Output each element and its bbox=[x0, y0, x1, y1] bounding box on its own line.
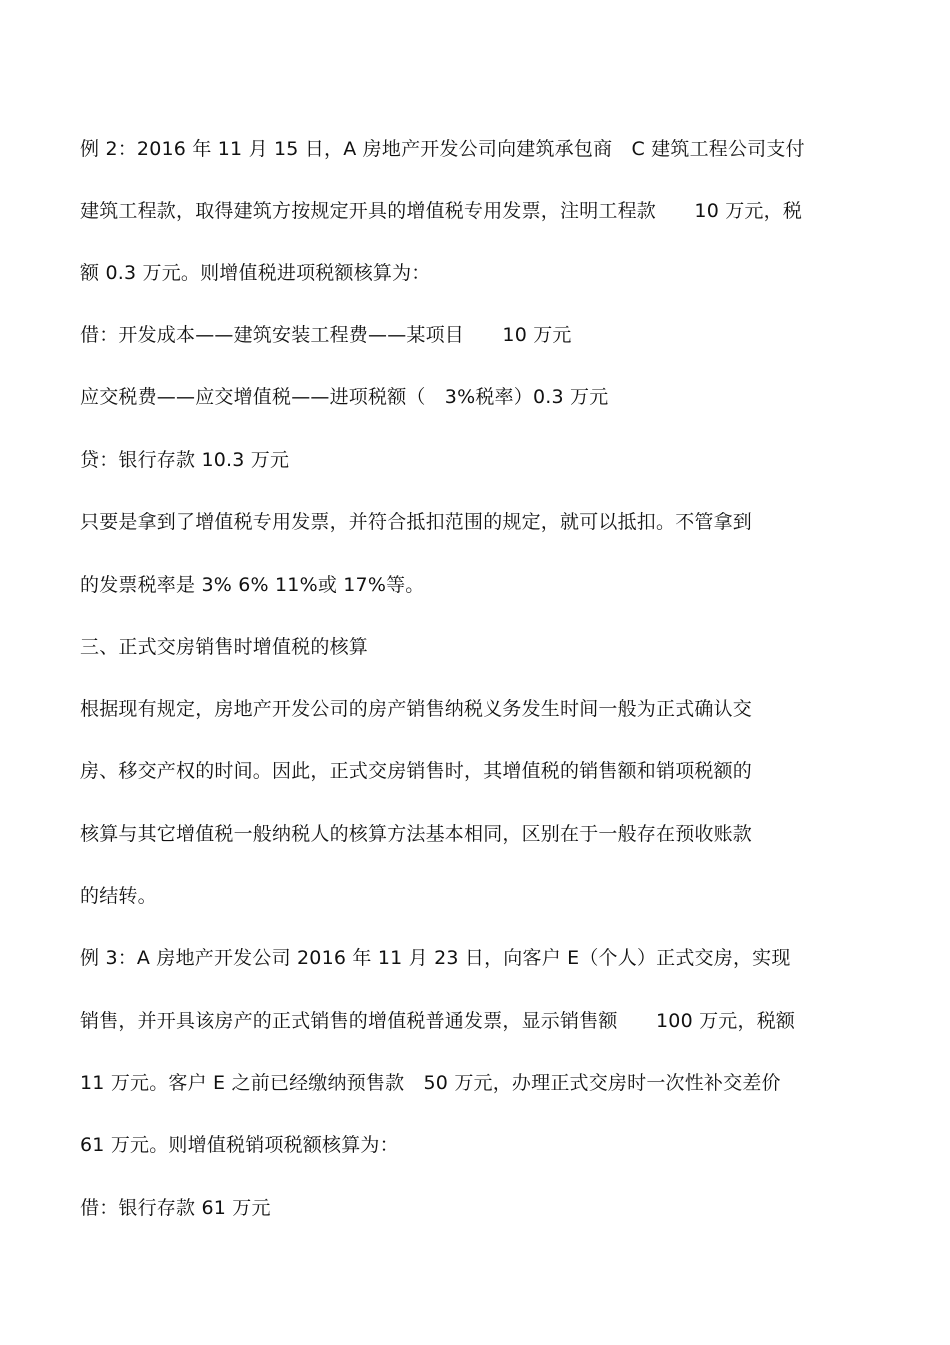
text-line: 应交税费——应交增值税——进项税额（ 3%税率）0.3 万元 bbox=[80, 386, 609, 408]
text-line: 只要是拿到了增值税专用发票，并符合抵扣范围的规定，就可以抵扣。不管拿到 bbox=[80, 511, 753, 533]
text-line: 根据现有规定，房地产开发公司的房产销售纳税义务发生时间一般为正式确认交 bbox=[80, 698, 753, 720]
text-line: 借：开发成本——建筑安装工程费——某项目 10 万元 bbox=[80, 324, 572, 346]
text-line: 的发票税率是 3% 6% 11%或 17%等。 bbox=[80, 574, 425, 596]
text-line: 例 3：A 房地产开发公司 2016 年 11 月 23 日，向客户 E（个人）正式交房，实现 bbox=[80, 947, 791, 969]
text-line: 房、移交产权的时间。因此，正式交房销售时，其增值税的销售额和销项税额的 bbox=[80, 760, 753, 782]
section-heading: 三、正式交房销售时增值税的核算 bbox=[80, 636, 369, 658]
text-line: 贷：银行存款 10.3 万元 bbox=[80, 449, 290, 471]
text-line: 额 0.3 万元。则增值税进项税额核算为： bbox=[80, 262, 431, 284]
text-line: 11 万元。客户 E 之前已经缴纳预售款 50 万元，办理正式交房时一次性补交差价 bbox=[80, 1072, 781, 1094]
text-line: 建筑工程款，取得建筑方按规定开具的增值税专用发票，注明工程款 10 万元，税 bbox=[80, 200, 803, 222]
text-line: 销售，并开具该房产的正式销售的增值税普通发票，显示销售额 100 万元，税额 bbox=[80, 1010, 796, 1032]
text-line: 61 万元。则增值税销项税额核算为： bbox=[80, 1134, 399, 1156]
text-line: 例 2：2016 年 11 月 15 日，A 房地产开发公司向建筑承包商 C 建筑工程公司支付 bbox=[80, 138, 805, 160]
text-line: 借：银行存款 61 万元 bbox=[80, 1197, 271, 1219]
text-line: 核算与其它增值税一般纳税人的核算方法基本相同，区别在于一般存在预收账款 bbox=[80, 823, 753, 845]
text-line: 的结转。 bbox=[80, 885, 157, 907]
